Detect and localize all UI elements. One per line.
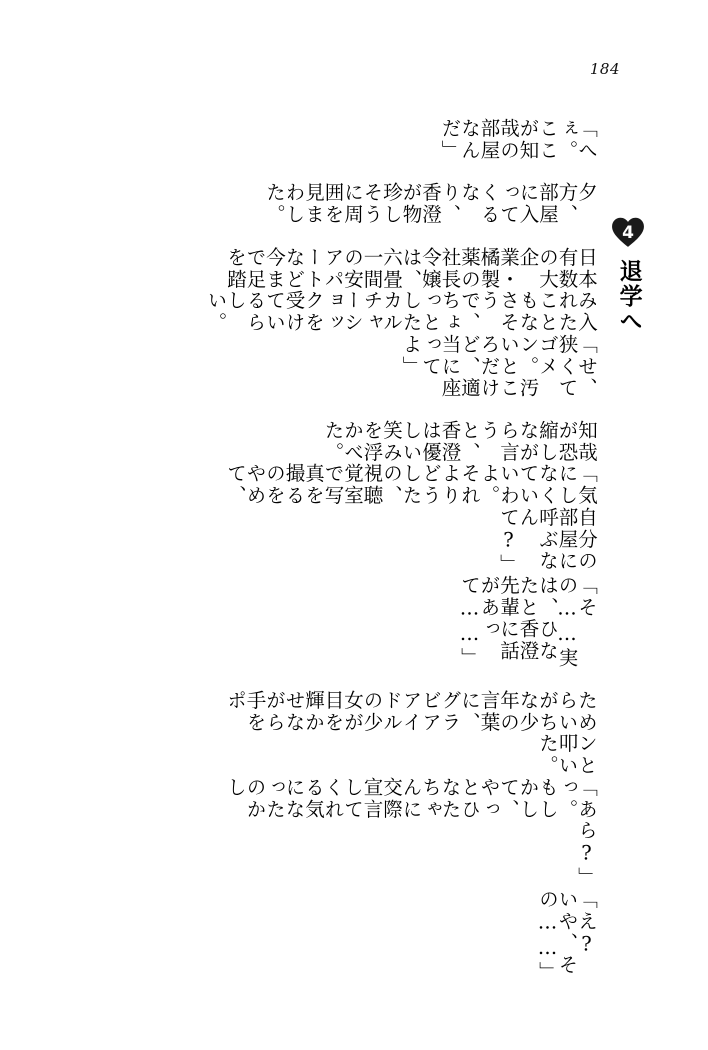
text-column: 「気にしなくていいわよ。それよりどうしたの、視聴覚室で写真を撮るのをやめて、 <box>224 463 598 507</box>
body-text <box>195 118 598 983</box>
text-column: ためらいがちな少年の言葉に、グラビアアイドルの少女が目を輝かせながら手をポ <box>224 689 598 734</box>
text-column: み入れたこともなさそうで、ちょっとしたカルチャーショックを受けているらしい。 <box>204 290 598 334</box>
page-number: 184 <box>589 60 620 78</box>
text-column: 「へぇ。ここが知哉の部屋なんだ」 <box>438 118 598 162</box>
text-column: 夕方、部屋に入ってくるなり、香澄が物珍しそうに周囲を見まわした。 <box>263 182 598 226</box>
text-column: 「せ、狭くてゴメン。汚いところだけど、適当に座ってよ」 <box>399 333 598 399</box>
text-column: ンと叩いた。 <box>536 733 598 777</box>
chapter-badge <box>611 215 645 249</box>
text-column: 日本有数の大企業・橘製薬の社長令嬢は、六畳一間の安アパートなど今まで足を踏 <box>224 246 598 291</box>
chapter-number: 4 <box>622 222 634 243</box>
text-column: 知哉が恐縮しながら言うと、香澄は優しい笑みを浮かべた。 <box>321 419 598 464</box>
text-column: 自分の部屋に呼ぶなんて?」 <box>497 506 598 576</box>
text-column: ら?」 <box>575 820 598 889</box>
text-column: 「あっ。もしかして、やっとひなたちゃんに交際宣言してくれる気になったのかし <box>224 776 598 821</box>
chapter-heading <box>606 215 650 334</box>
text-column: 「え? いや、その……」 <box>536 888 598 983</box>
chapter-title: 退学へ <box>615 259 642 334</box>
text-column: 「その……実は、ひなたと香澄先輩に話があって……」 <box>458 575 598 669</box>
